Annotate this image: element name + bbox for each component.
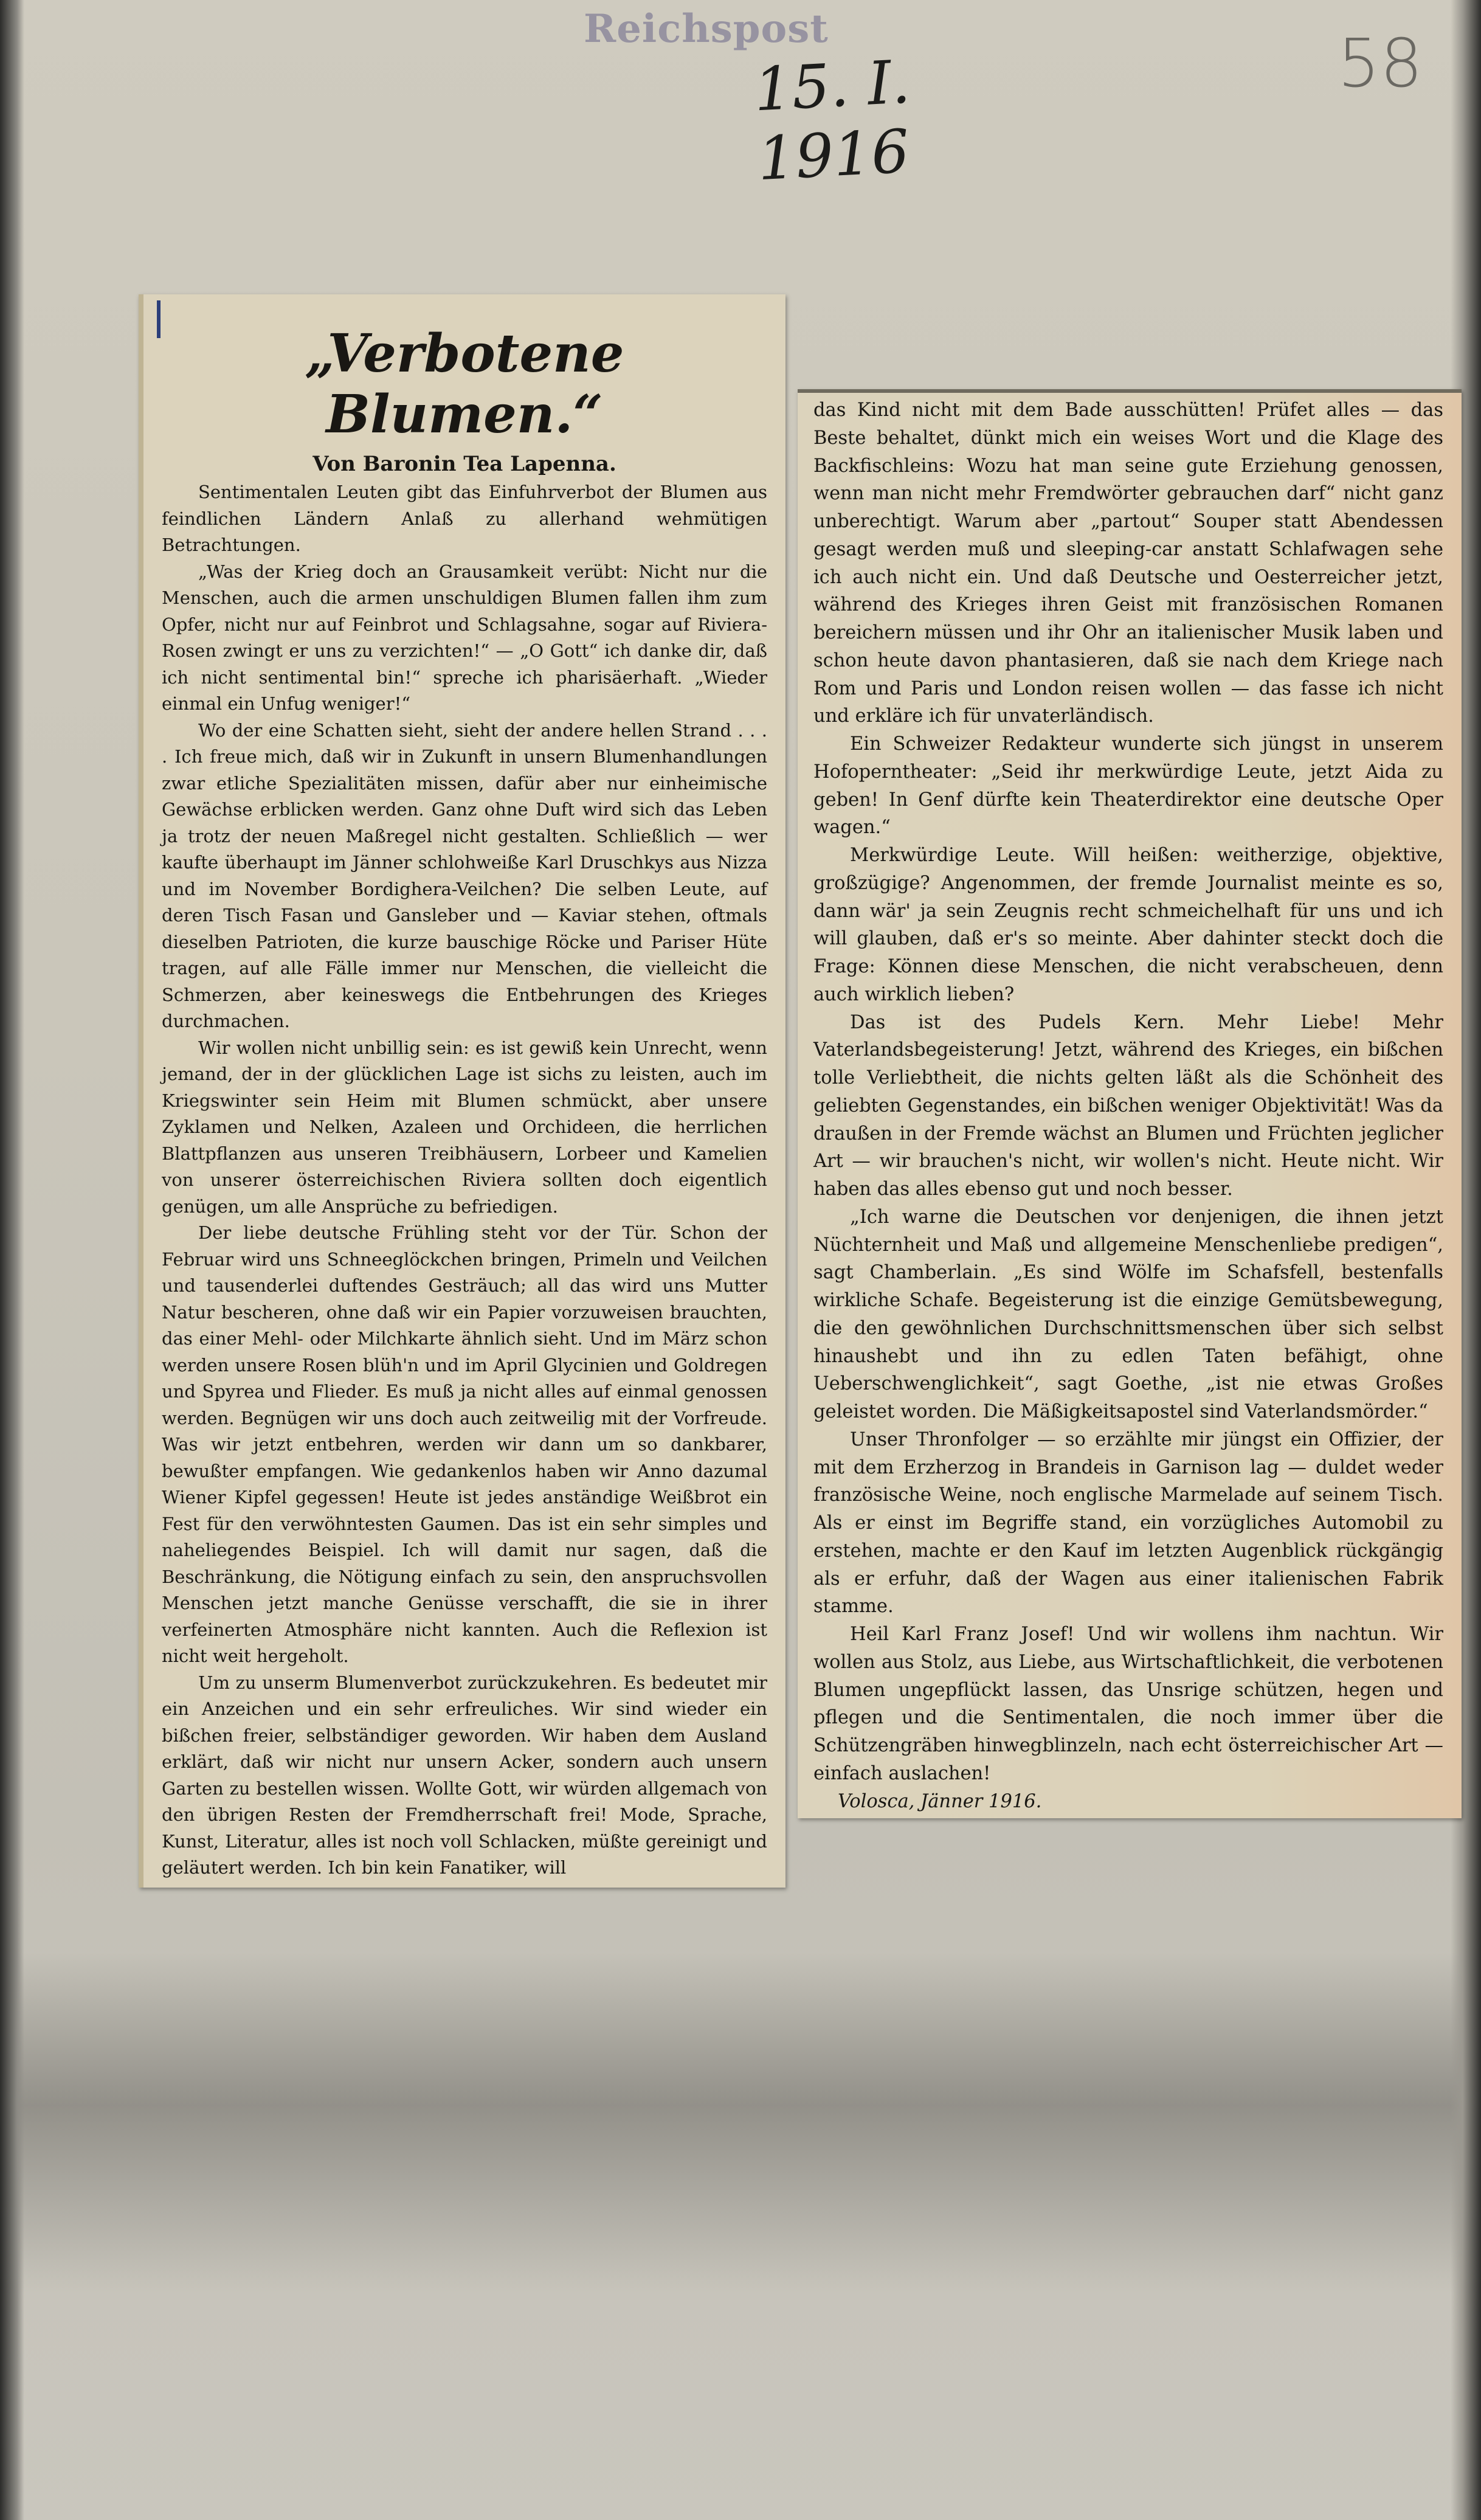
article-paragraph: Merkwürdige Leute. Will heißen: weitherzige, objektive, großzügige? Angenommen, der fremde Journalist meinte es so, dann wär' ja sein Zeugnis recht schmeichelhaft für uns und ich will glauben, daß er's so meinte. Aber dahinter steckt doch die Frage: Können diese Menschen, die nicht verabscheuen, denn auch wirklich lieben?	[813, 845, 1443, 1005]
handwritten-date: 15. I. 1916	[752, 47, 912, 195]
article-paragraph: „Was der Krieg doch an Grausamkeit verübt: Nicht nur die Menschen, auch die armen unschuldigen Blumen fallen ihm zum Opfer, nicht nur auf Feinbrot und Schlagsahne, sogar auf Riviera-Rosen zwingt er uns zu verzichten!“ — „O Gott“ ich danke dir, daß ich nicht sentimental bin!“ spreche ich pharisäerhaft. „Wieder einmal ein Unfug weniger!“	[162, 561, 767, 714]
scan-edge-left	[0, 0, 24, 2520]
column-top-rule	[798, 389, 1462, 393]
article-byline: Von Baronin Tea Lapenna.	[312, 452, 616, 476]
article-paragraph: Heil Karl Franz Josef! Und wir wollens ihm nachtun. Wir wollen aus Stolz, aus Liebe, aus Wirtschaftlichkeit, die verbotenen Blumen ungepflückt lassen, das Unsrige schützen, hegen und pflegen und die Sentimentalen, die noch immer über die Schützengräben hinwegblinzeln, nach echt österreichischer Art — einfach auslachen!	[813, 1624, 1443, 1784]
archive-number: 58	[1338, 24, 1423, 102]
article-paragraph: Der liebe deutsche Frühling steht vor der Tür. Schon der Februar wird uns Schneeglöckchen bringen, Primeln und Veilchen und tausenderlei duftendes Gesträuch; all das wird uns Mutter Natur bescheren, ohne daß wir ein Papier vorzuweisen brauchten, das einer Mehl- oder Milchkarte ähnlich sieht. Und im März schon werden unsere Rosen blüh'n und im April Glycinien und Goldregen und Spyrea und Flieder. Es muß ja nicht alles auf einmal genossen werden. Begnügen wir uns doch auch zeitweilig mit der Vorfreude. Was wir jetzt entbehren, werden wir dann um so dankbarer, bewußter empfangen. Wie gedankenlos haben wir Anno dazumal Wiener Kipfel gegessen! Heute ist jedes anständige Weißbrot ein Fest für den verwöhntesten Gaumen. Das ist ein sehr simples und naheliegendes Beispiel. Ich will damit nur sagen, daß die Beschränkung, die Nötigung einfach zu sein, den anspruchsvollen Menschen jetzt manche Genüsse verschafft, die sie in ihrer verfeinerten Atmosphäre nicht kannten. Auch die Reflexion ist nicht weit hergeholt.	[162, 1222, 767, 1666]
article-signature: Volosca, Jänner 1916.	[838, 1790, 1042, 1812]
article-paragraph: Sentimentalen Leuten gibt das Einfuhrverbot der Blumen aus feindlichen Ländern Anlaß zu allerhand wehmütigen Betrachtungen.	[162, 482, 767, 555]
article-title: „Verbotene Blumen.“	[305, 323, 624, 445]
article-paragraph: das Kind nicht mit dem Bade ausschütten! Prüfet alles — das Beste behaltet, dünkt mich ein weises Wort und die Klage des Backfischleins: Wozu hat man seine gute Erziehung genossen, wenn man nicht mehr Fremdwörter gebrauchen darf“ nicht ganz unberechtigt. Warum aber „partout“ Souper statt Abendessen gesagt werden muß und sleeping-car anstatt Schlafwagen sehe ich auch nicht ein. Und daß Deutsche und Oesterreicher jetzt, während des Krieges ihren Geist mit französischen Romanen bereichern müssen und ihr Ohr an italienischer Musik laben und schon heute davon phantasieren, daß sie nach dem Kriege nach Rom und Paris und London reisen wollen — das fasse ich nicht und erkläre ich für unvaterländisch.	[813, 400, 1443, 727]
article-paragraph: Das ist des Pudels Kern. Mehr Liebe! Mehr Vaterlandsbegeisterung! Jetzt, während des Krieges, ein bißchen tolle Verliebtheit, die nichts gelten läßt als die Schönheit des geliebten Gegenstandes, ein bißchen weniger Objektivität! Was da draußen in der Fremde wächst an Blumen und Früchten jeglicher Art — wir brauchen's nicht, wir wollen's nicht. Heute nicht. Wir haben das alles ebenso gut und noch besser.	[813, 1011, 1443, 1200]
article-paragraph: „Ich warne die Deutschen vor denjenigen, die ihnen jetzt Nüchternheit und Maß und allgemeine Menschenliebe predigen“, sagt Chamberlain. „Es sind Wölfe im Schafsfell, bestenfalls wirkliche Schafe. Begeisterung ist die einzige Gemütsbewegung, die den gewöhnlichen Durchschnittsmenschen über sich selbst hinaushebt und ihn zu edlen Taten befähigt, ohne Ueberschwenglichkeit“, sagt Goethe, „ist nie etwas Großes geleistet worden. Die Mäßigkeitsapostel sind Vaterlandsmörder.“	[813, 1206, 1443, 1422]
scan-shadow-band	[0, 1952, 1481, 2293]
article-paragraph: Wir wollen nicht unbillig sein: es ist gewiß kein Unrecht, wenn jemand, der in der glücklichen Lage ist sichs zu leisten, auch im Kriegswinter sein Heim mit Blumen schmückt, aber unsere Zyklamen und Nelken, Azaleen und Orchideen, die herrlichen Blattpflanzen aus unseren Treibhäusern, Lorbeer und Kamelien von unserer österreichischen Riviera sollten doch eigentlich genügen, um alle Ansprüche zu befriedigen.	[162, 1037, 767, 1217]
blue-pencil-mark	[157, 300, 161, 338]
article-paragraph: Ein Schweizer Redakteur wunderte sich jüngst in unserem Hofoperntheater: „Seid ihr merkwürdige Leute, jetzt Aida zu geben! In Genf dürfte kein Theaterdirektor eine deutsche Oper wagen.“	[813, 733, 1443, 839]
article-paragraph: Unser Thronfolger — so erzählte mir jüngst ein Offizier, der mit dem Erzherzog in Brandeis in Garnison lag — duldet weder französische Weine, noch englische Marmelade auf seinem Tisch. Als er einst im Begriffe stand, ein vorzügliches Automobil zu erstehen, machte er den Kauf im letzten Augenblick rückgängig als er erfuhr, daß der Wagen aus einer italienischen Fabrik stamme.	[813, 1428, 1443, 1618]
article-paragraph: Wo der eine Schatten sieht, sieht der andere hellen Strand . . . . Ich freue mich, daß wir in Zukunft in unsern Blumenhandlungen zwar etliche Spezialitäten missen, dafür aber nur einheimische Gewächse erblicken werden. Ganz ohne Duft wird sich das Leben ja trotz der neuen Maßregel nicht gestalten. Schließlich — wer kaufte überhaupt im Jänner schlohweiße Karl Druschkys aus Nizza und im November Bordighera-Veilchen? Die selben Leute, auf deren Tisch Fasan und Gansleber und — Kaviar stehen, oftmals dieselben Patrioten, die kurze bauschige Röcke und Pariser Hüte tragen, auf alle Fälle immer nur Menschen, die vielleicht die Schmerzen, aber keineswegs die Entbehrungen des Krieges durchmachen.	[162, 719, 767, 1031]
clipping-right-column	[798, 389, 1462, 1818]
article-paragraph: Um zu unserm Blumenverbot zurückzukehren. Es bedeutet mir ein Anzeichen und ein sehr erfreuliches. Wir sind wieder ein bißchen freier, selbständiger geworden. Wir haben dem Ausland erklärt, daß wir nicht nur unsern Acker, sondern auch unsern Garten zu bestellen wissen. Wollte Gott, wir würden allgemach von den übrigen Resten der Fremdherrschaft frei! Mode, Sprache, Kunst, Literatur, alles ist noch voll Schlacken, müßte gereinigt und geläutert werden. Ich bin kein Fanatiker, will	[162, 1672, 767, 1878]
clipping-left-column	[139, 294, 785, 1888]
newspaper-stamp: Reichspost	[584, 6, 829, 52]
